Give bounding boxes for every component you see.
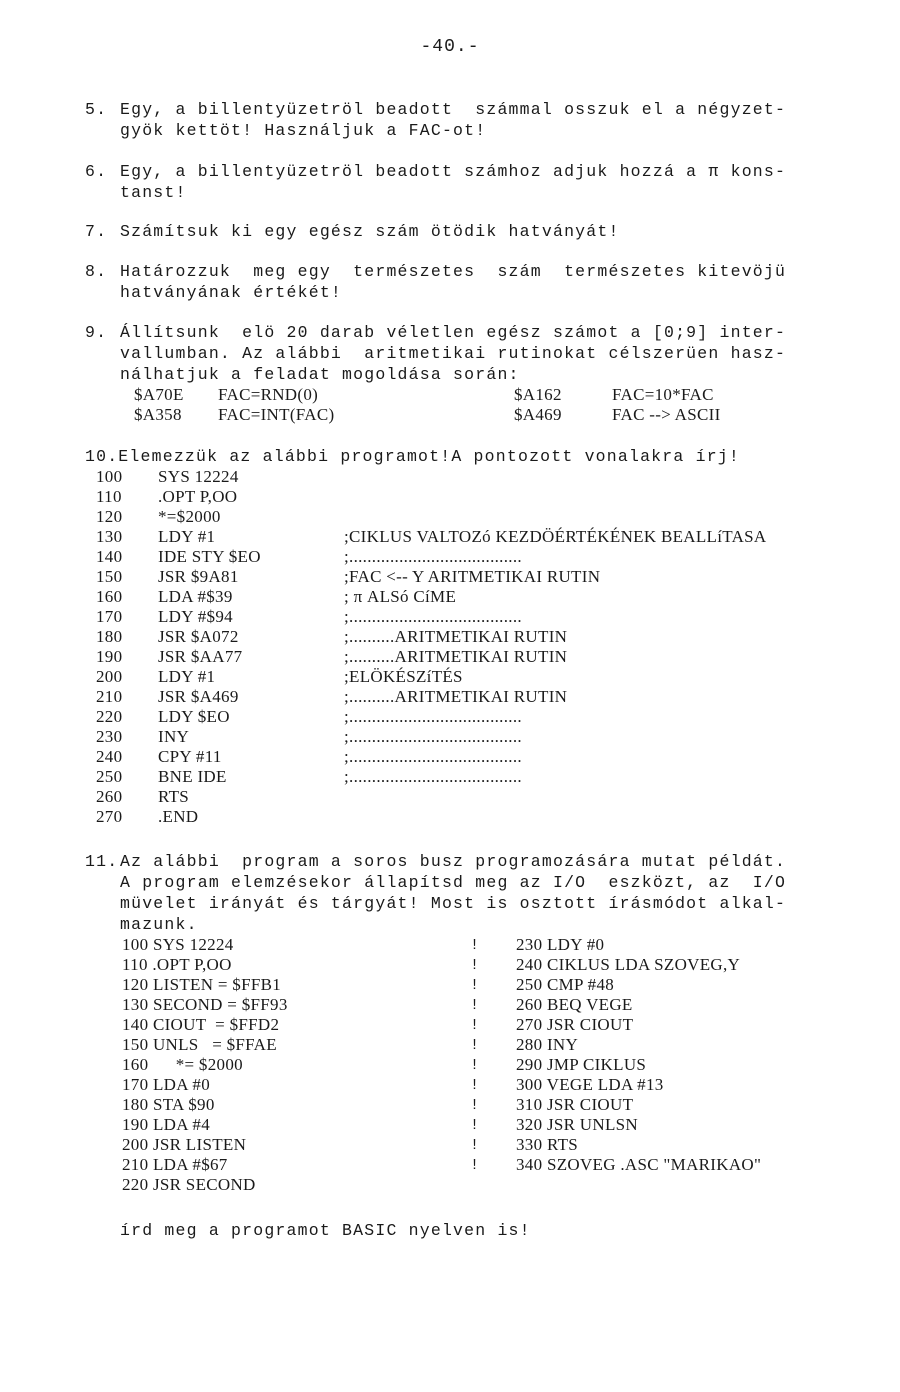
separator-mark: !	[470, 1137, 480, 1154]
exercise-11-footer: írd meg a programot BASIC nyelven is!	[120, 1221, 531, 1240]
code-line: 250 CMP #48	[516, 975, 615, 994]
routine-address: $A162	[514, 385, 562, 404]
exercise-9-line-3: nálhatjuk a feladat mogoldása során:	[120, 365, 520, 384]
code-statement: BNE IDE	[158, 767, 227, 786]
line-number: 130	[96, 527, 123, 546]
code-statement: LDY #1	[158, 667, 216, 686]
code-statement: LDY #$94	[158, 607, 233, 626]
separator-mark: !	[470, 1017, 480, 1034]
code-line: 130 SECOND = $FF93	[122, 995, 288, 1014]
code-line: 160 *= $2000	[122, 1055, 243, 1074]
line-number: 220	[96, 707, 123, 726]
line-number: 120	[96, 507, 123, 526]
code-line: 260 BEQ VEGE	[516, 995, 633, 1014]
code-line: 280 INY	[516, 1035, 579, 1054]
code-line: 120 LISTEN = $FFB1	[122, 975, 282, 994]
exercise-10-intro: 10.Elemezzük az alábbi programot!A pontozott vonalakra írj!	[85, 447, 740, 466]
exercise-7-line-1: Számítsuk ki egy egész szám ötödik hatványát!	[120, 222, 620, 241]
code-line: 230 LDY #0	[516, 935, 605, 954]
separator-mark: !	[470, 937, 480, 954]
code-line: 150 UNLS = $FFAE	[122, 1035, 277, 1054]
exercise-7-number: 7.	[85, 222, 108, 241]
code-line: 290 JMP CIKLUS	[516, 1055, 647, 1074]
line-number: 170	[96, 607, 123, 626]
code-statement: JSR $9A81	[158, 567, 239, 586]
line-number: 210	[96, 687, 123, 706]
code-line: 320 JSR UNLSN	[516, 1115, 638, 1134]
code-statement: .END	[158, 807, 199, 826]
code-comment: ; π ALSó CíME	[344, 587, 457, 606]
line-number: 190	[96, 647, 123, 666]
exercise-5-number: 5.	[85, 100, 108, 119]
code-statement: LDY $EO	[158, 707, 230, 726]
code-statement: INY	[158, 727, 190, 746]
line-number: 150	[96, 567, 123, 586]
separator-mark: !	[470, 1077, 480, 1094]
line-number: 140	[96, 547, 123, 566]
line-number: 110	[96, 487, 122, 506]
separator-mark: !	[470, 957, 480, 974]
line-number: 250	[96, 767, 123, 786]
page-number: -40.-	[420, 37, 480, 57]
code-statement: LDA #$39	[158, 587, 233, 606]
line-number: 270	[96, 807, 123, 826]
line-number: 240	[96, 747, 123, 766]
code-comment-blank: ;......................................	[344, 607, 522, 626]
code-statement: JSR $A072	[158, 627, 239, 646]
separator-mark: !	[470, 977, 480, 994]
routine-description: FAC --> ASCII	[612, 405, 721, 424]
code-comment-blank: ;......................................	[344, 547, 522, 566]
code-line: 110 .OPT P,OO	[122, 955, 232, 974]
separator-mark: !	[470, 1097, 480, 1114]
exercise-6-number: 6.	[85, 162, 108, 181]
routine-address: $A70E	[134, 385, 184, 404]
separator-mark: !	[470, 1057, 480, 1074]
exercise-9-line-1: Állítsunk elö 20 darab véletlen egész számot a [0;9] inter-	[120, 323, 787, 342]
routine-description: FAC=INT(FAC)	[218, 405, 335, 424]
code-line: 300 VEGE LDA #13	[516, 1075, 664, 1094]
separator-mark: !	[470, 997, 480, 1014]
code-statement: SYS 12224	[158, 467, 239, 486]
code-line: 210 LDA #$67	[122, 1155, 228, 1174]
separator-mark: !	[470, 1117, 480, 1134]
exercise-5-line-1: Egy, a billentyüzetröl beadott számmal osszuk el a négyzet-	[120, 100, 787, 119]
routine-description: FAC=10*FAC	[612, 385, 714, 404]
line-number: 230	[96, 727, 123, 746]
line-number: 100	[96, 467, 123, 486]
line-number: 180	[96, 627, 123, 646]
code-statement: LDY #1	[158, 527, 216, 546]
exercise-6-line-2: tanst!	[120, 183, 187, 202]
code-comment-blank: ;......................................	[344, 747, 522, 766]
exercise-11-line-1: Az alábbi program a soros busz programozására mutat példát.	[120, 852, 787, 871]
exercise-8-line-1: Határozzuk meg egy természetes szám természetes kitevöjü	[120, 262, 787, 281]
exercise-6-line-1: Egy, a billentyüzetröl beadott számhoz adjuk hozzá a π kons-	[120, 162, 787, 181]
code-comment: ;..........ARITMETIKAI RUTIN	[344, 627, 568, 646]
line-number: 160	[96, 587, 123, 606]
code-line: 190 LDA #4	[122, 1115, 210, 1134]
code-statement: CPY #11	[158, 747, 222, 766]
code-line: 220 JSR SECOND	[122, 1175, 256, 1194]
code-statement: *=$2000	[158, 507, 221, 526]
code-statement: JSR $A469	[158, 687, 239, 706]
exercise-11-line-2: A program elemzésekor állapítsd meg az I/O eszközt, az I/O	[120, 873, 787, 892]
code-line: 100 SYS 12224	[122, 935, 234, 954]
exercise-5-line-2: gyök kettöt! Használjuk a FAC-ot!	[120, 121, 487, 140]
code-line: 240 CIKLUS LDA SZOVEG,Y	[516, 955, 741, 974]
line-number: 200	[96, 667, 123, 686]
routine-address: $A358	[134, 405, 182, 424]
exercise-11-line-3: müvelet irányát és tárgyát! Most is osztott írásmódot alkal-	[120, 894, 787, 913]
separator-mark: !	[470, 1157, 480, 1174]
code-comment: ;FAC <-- Y ARITMETIKAI RUTIN	[344, 567, 601, 586]
code-comment-blank: ;......................................	[344, 727, 522, 746]
code-comment-blank: ;......................................	[344, 707, 522, 726]
line-number: 260	[96, 787, 123, 806]
exercise-8-number: 8.	[85, 262, 108, 281]
code-statement: JSR $AA77	[158, 647, 243, 666]
code-comment: ;ELÖKÉSZíTÉS	[344, 667, 463, 686]
exercise-11-number: 11.	[85, 852, 119, 871]
code-comment: ;..........ARITMETIKAI RUTIN	[344, 687, 568, 706]
exercise-9-number: 9.	[85, 323, 108, 342]
code-line: 270 JSR CIOUT	[516, 1015, 634, 1034]
code-comment: ;CIKLUS VALTOZó KEZDÖÉRTÉKÉNEK BEALLíTASA	[344, 527, 767, 546]
code-line: 200 JSR LISTEN	[122, 1135, 247, 1154]
code-statement: .OPT P,OO	[158, 487, 238, 506]
routine-address: $A469	[514, 405, 562, 424]
code-line: 140 CIOUT = $FFD2	[122, 1015, 280, 1034]
code-line: 170 LDA #0	[122, 1075, 210, 1094]
separator-mark: !	[470, 1037, 480, 1054]
routine-description: FAC=RND(0)	[218, 385, 319, 404]
code-comment: ;..........ARITMETIKAI RUTIN	[344, 647, 568, 666]
code-line: 310 JSR CIOUT	[516, 1095, 634, 1114]
code-line: 340 SZOVEG .ASC "MARIKAO"	[516, 1155, 762, 1174]
exercise-8-line-2: hatványának értékét!	[120, 283, 343, 302]
code-line: 180 STA $90	[122, 1095, 215, 1114]
code-statement: RTS	[158, 787, 190, 806]
exercise-11-line-4: mazunk.	[120, 915, 198, 934]
code-statement: IDE STY $EO	[158, 547, 261, 566]
code-comment-blank: ;......................................	[344, 767, 522, 786]
code-line: 330 RTS	[516, 1135, 579, 1154]
exercise-9-line-2: vallumban. Az alábbi aritmetikai rutinokat célszerüen hasz-	[120, 344, 787, 363]
